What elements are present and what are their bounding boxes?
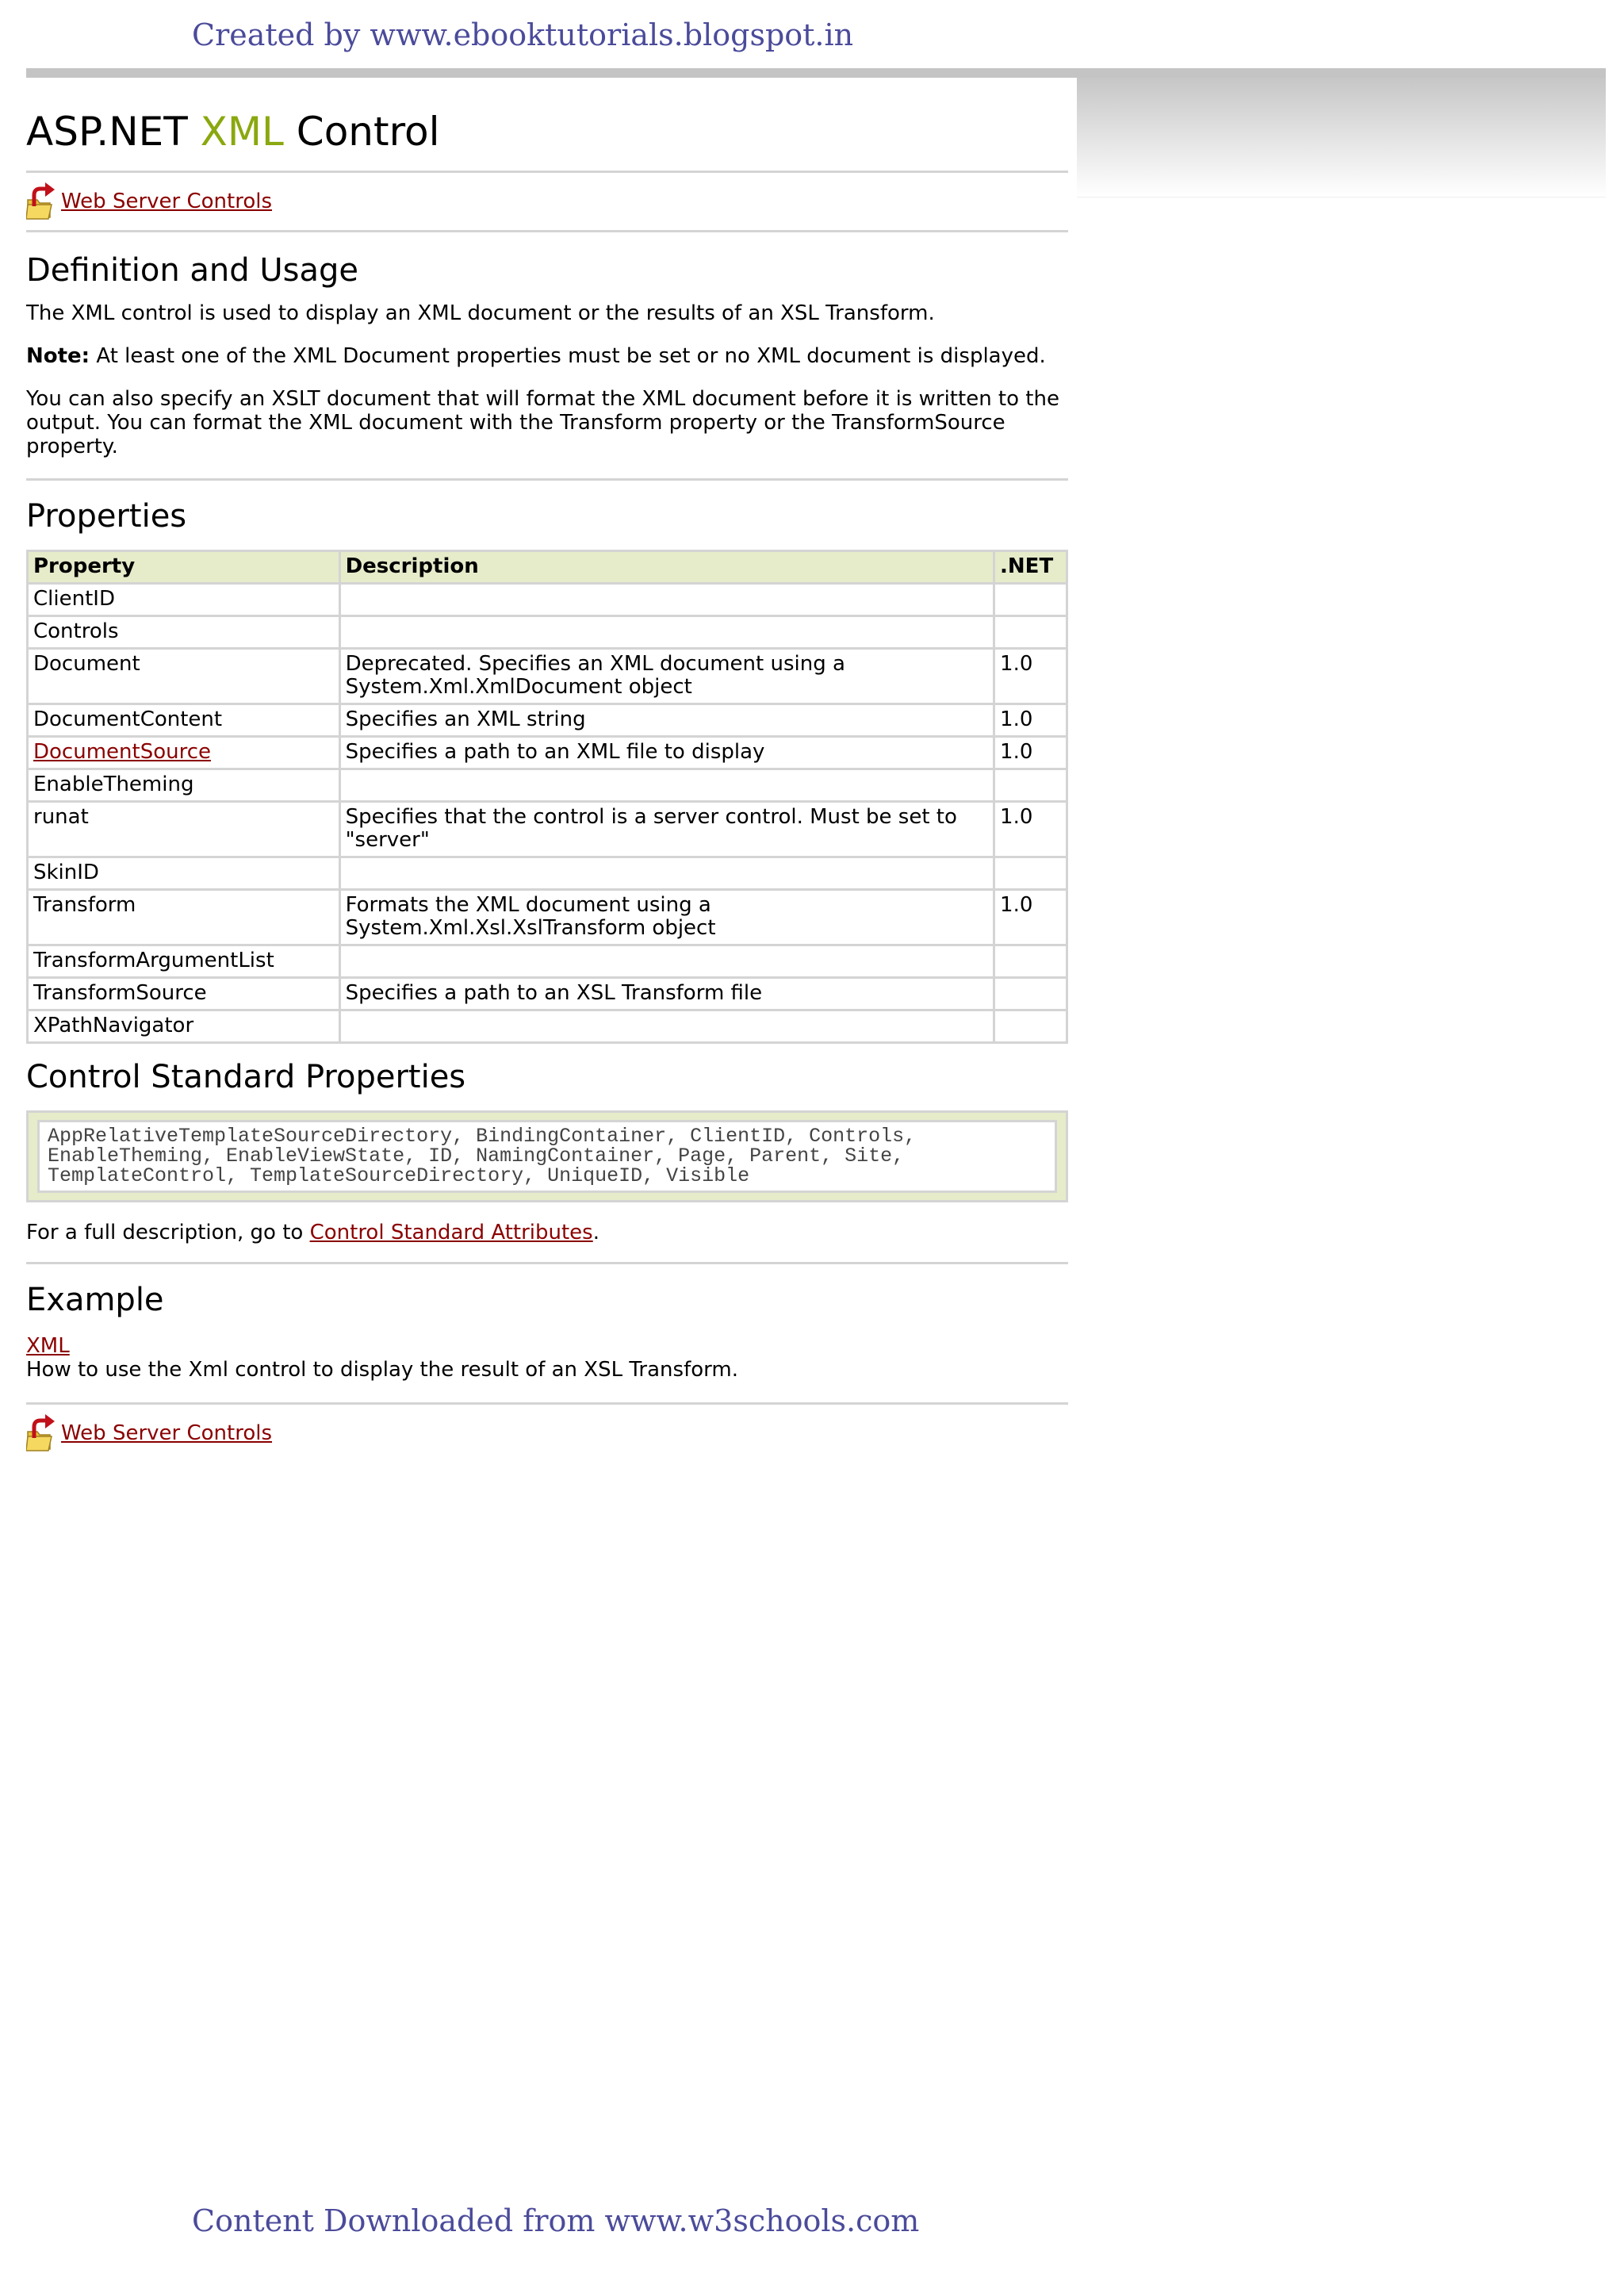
footer-credit: Content Downloaded from www.w3schools.com: [192, 2203, 920, 2238]
definition-paragraph: The XML control is used to display an XML document or the results of an XSL Transform.: [26, 301, 935, 325]
folder-up-arrow-icon: [26, 1414, 58, 1452]
example-description: How to use the Xml control to display the result of an XSL Transform.: [26, 1358, 738, 1382]
net-version-cell: [994, 945, 1067, 978]
property-cell: [28, 737, 340, 769]
table-row: [28, 584, 1067, 616]
document-source-link[interactable]: DocumentSource: [33, 740, 211, 764]
property-cell: TransformSource: [28, 978, 340, 1010]
xml-example-link[interactable]: XML: [26, 1334, 70, 1358]
description-cell: [339, 1010, 994, 1043]
control-standard-attributes-link[interactable]: Control Standard Attributes: [309, 1221, 593, 1244]
property-cell: ClientID: [28, 584, 340, 616]
nav-top: [26, 173, 1068, 230]
description-cell: [339, 769, 994, 802]
net-version-cell: 1.0: [994, 890, 1067, 945]
folder-up-arrow-icon: [26, 182, 58, 220]
full-description-paragraph: [26, 1221, 1068, 1244]
net-version-cell: [994, 584, 1067, 616]
nav-web-server-controls-link[interactable]: Web Server Controls: [61, 190, 273, 213]
table-row: [28, 649, 1067, 704]
page-title-suffix: Control: [283, 109, 440, 155]
property-cell: XPathNavigator: [28, 1010, 340, 1043]
header-credit: Created by www.ebooktutorials.blogspot.in: [192, 17, 854, 52]
code-line: EnableTheming, EnableViewState, ID, NamingContainer, Page, Parent, Site,: [48, 1145, 905, 1168]
page-title-prefix: ASP.NET: [26, 109, 201, 155]
table-row: [28, 616, 1067, 649]
page-title-accent: XML: [200, 109, 284, 155]
table-row: [28, 769, 1067, 802]
net-version-cell: [994, 1010, 1067, 1043]
property-cell: Controls: [28, 616, 340, 649]
standard-properties-heading: Control Standard Properties: [26, 1059, 466, 1095]
example-heading: Example: [26, 1282, 164, 1318]
description-cell: [339, 857, 994, 890]
definition-heading: Definition and Usage: [26, 252, 359, 289]
description-cell: Specifies a path to an XML file to display: [339, 737, 994, 769]
table-row: [28, 857, 1067, 890]
table-row: [28, 945, 1067, 978]
note-paragraph: [26, 344, 1068, 368]
table-row: [28, 802, 1067, 857]
net-version-cell: 1.0: [994, 649, 1067, 704]
example-paragraph: [26, 1334, 1068, 1382]
property-cell: SkinID: [28, 857, 340, 890]
property-cell: runat: [28, 802, 340, 857]
property-cell: DocumentContent: [28, 704, 340, 737]
description-cell: Specifies that the control is a server control. Must be set to "server": [339, 802, 994, 857]
table-row: [28, 890, 1067, 945]
note-label: Note:: [26, 344, 90, 368]
properties-heading: Properties: [26, 498, 187, 535]
top-band: [26, 68, 1606, 78]
description-cell: Deprecated. Specifies an XML document using a System.Xml.XmlDocument object: [339, 649, 994, 704]
column-header-net: .NET: [994, 551, 1067, 584]
code-line: AppRelativeTemplateSourceDirectory, BindingContainer, ClientID, Controls,: [48, 1125, 917, 1148]
table-row: [28, 1010, 1067, 1043]
code-line: TemplateControl, TemplateSourceDirectory, UniqueID, Visible: [48, 1164, 750, 1187]
property-cell: Transform: [28, 890, 340, 945]
column-header-description: Description: [339, 551, 994, 584]
column-header-property: Property: [28, 551, 340, 584]
net-version-cell: 1.0: [994, 704, 1067, 737]
net-version-cell: 1.0: [994, 737, 1067, 769]
full-description-prefix: For a full description, go to: [26, 1221, 310, 1244]
xslt-paragraph: You can also specify an XSLT document that will format the XML document before it is written to the output. You can format the XML document with the Transform property or the TransformSource property.: [26, 387, 1059, 458]
property-cell: TransformArgumentList: [28, 945, 340, 978]
property-cell: EnableTheming: [28, 769, 340, 802]
main-content: [26, 78, 1068, 1462]
code-box: [26, 1110, 1068, 1202]
gradient-panel: [1077, 78, 1606, 197]
table-row: [28, 978, 1067, 1010]
net-version-cell: [994, 978, 1067, 1010]
full-description-suffix: .: [592, 1221, 599, 1244]
code-block: [37, 1120, 1057, 1193]
properties-table: [26, 550, 1068, 1044]
description-cell: [339, 584, 994, 616]
table-row: [28, 737, 1067, 769]
nav-web-server-controls-link[interactable]: Web Server Controls: [61, 1421, 273, 1445]
net-version-cell: 1.0: [994, 802, 1067, 857]
net-version-cell: [994, 857, 1067, 890]
description-cell: Specifies an XML string: [339, 704, 994, 737]
nav-bottom: [26, 1405, 1068, 1462]
net-version-cell: [994, 769, 1067, 802]
table-row: [28, 704, 1067, 737]
net-version-cell: [994, 616, 1067, 649]
table-header-row: [28, 551, 1067, 584]
description-cell: [339, 945, 994, 978]
note-text: At least one of the XML Document properties must be set or no XML document is displayed.: [90, 344, 1046, 368]
description-cell: [339, 616, 994, 649]
description-cell: Formats the XML document using a System.Xml.Xsl.XslTransform object: [339, 890, 994, 945]
page-title: [26, 108, 1068, 155]
description-cell: Specifies a path to an XSL Transform file: [339, 978, 994, 1010]
property-cell: Document: [28, 649, 340, 704]
